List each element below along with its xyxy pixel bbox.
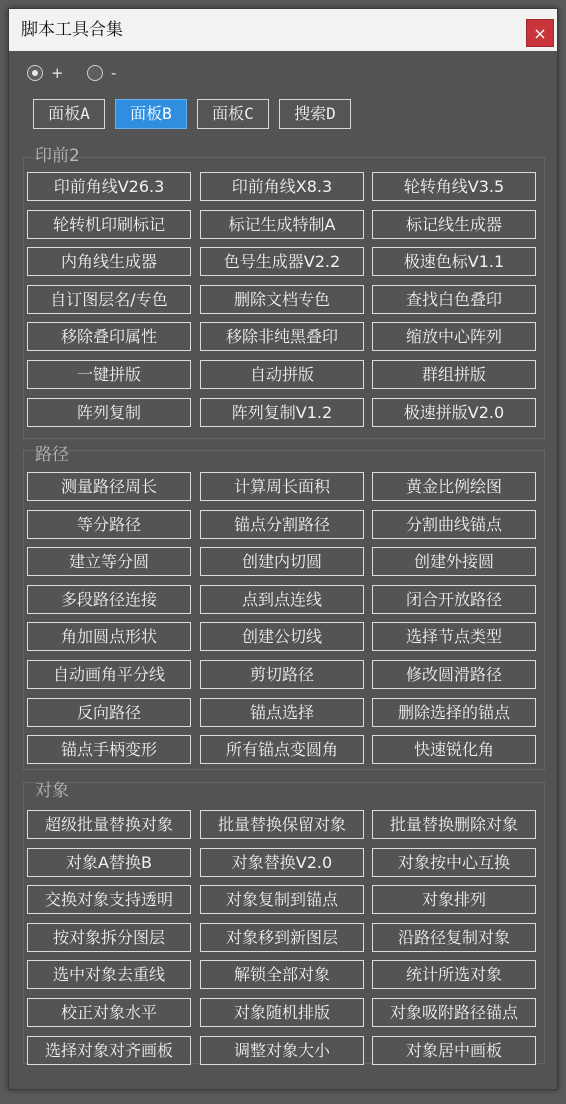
radio-minus-circle — [87, 65, 103, 81]
tab-search-d[interactable]: 搜索D — [279, 99, 351, 129]
radio-plus-circle — [27, 65, 43, 81]
tool-button[interactable]: 超级批量替换对象 — [27, 810, 191, 839]
tool-button[interactable]: 对象吸附路径锚点 — [372, 998, 536, 1027]
close-button[interactable]: × — [526, 19, 554, 47]
tool-button[interactable]: 阵列复制V1.2 — [200, 398, 364, 427]
tool-button[interactable]: 极速色标V1.1 — [372, 247, 536, 276]
tool-button[interactable]: 自订图层名/专色 — [27, 285, 191, 314]
tab-panel-b[interactable]: 面板B — [115, 99, 187, 129]
group-object-title: 对象 — [35, 781, 69, 801]
tool-button[interactable]: 内角线生成器 — [27, 247, 191, 276]
tool-button[interactable]: 等分路径 — [27, 510, 191, 539]
tool-button[interactable]: 反向路径 — [27, 698, 191, 727]
tool-button[interactable]: 自动拼版 — [200, 360, 364, 389]
tool-button[interactable]: 印前角线V26.3 — [27, 172, 191, 201]
tool-button[interactable]: 建立等分圆 — [27, 547, 191, 576]
tool-button[interactable]: 一键拼版 — [27, 360, 191, 389]
tool-button[interactable]: 对象替换V2.0 — [200, 848, 364, 877]
tool-button[interactable]: 批量替换保留对象 — [200, 810, 364, 839]
tool-button[interactable]: 选择对象对齐画板 — [27, 1036, 191, 1065]
tool-button[interactable]: 沿路径复制对象 — [372, 923, 536, 952]
tool-button[interactable]: 轮转角线V3.5 — [372, 172, 536, 201]
tool-button[interactable]: 移除非纯黑叠印 — [200, 322, 364, 351]
tool-button[interactable]: 对象居中画板 — [372, 1036, 536, 1065]
tool-button[interactable]: 移除叠印属性 — [27, 322, 191, 351]
tool-button[interactable]: 对象移到新图层 — [200, 923, 364, 952]
radio-minus[interactable] — [87, 63, 135, 83]
tool-button[interactable]: 对象排列 — [372, 885, 536, 914]
tool-button[interactable]: 角加圆点形状 — [27, 622, 191, 651]
window-title: 脚本工具合集 — [21, 20, 123, 40]
tool-button[interactable]: 批量替换删除对象 — [372, 810, 536, 839]
tool-button[interactable]: 群组拼版 — [372, 360, 536, 389]
tool-button[interactable]: 标记线生成器 — [372, 210, 536, 239]
radio-minus-label: - — [111, 64, 117, 82]
tool-button[interactable]: 所有锚点变圆角 — [200, 735, 364, 764]
script-tools-window — [8, 8, 558, 1090]
tool-button[interactable]: 剪切路径 — [200, 660, 364, 689]
tool-button[interactable]: 缩放中心阵列 — [372, 322, 536, 351]
tool-button[interactable]: 解锁全部对象 — [200, 960, 364, 989]
tool-button[interactable]: 选择节点类型 — [372, 622, 536, 651]
tool-button[interactable]: 快速锐化角 — [372, 735, 536, 764]
tool-button[interactable]: 印前角线X8.3 — [200, 172, 364, 201]
tool-button[interactable]: 对象随机排版 — [200, 998, 364, 1027]
tool-button[interactable]: 查找白色叠印 — [372, 285, 536, 314]
tool-button[interactable]: 黄金比例绘图 — [372, 472, 536, 501]
tool-button[interactable]: 点到点连线 — [200, 585, 364, 614]
tool-button[interactable]: 锚点分割路径 — [200, 510, 364, 539]
tool-button[interactable]: 闭合开放路径 — [372, 585, 536, 614]
tool-button[interactable]: 自动画角平分线 — [27, 660, 191, 689]
radio-plus-label: + — [51, 64, 64, 82]
tool-button[interactable]: 调整对象大小 — [200, 1036, 364, 1065]
tool-button[interactable]: 统计所选对象 — [372, 960, 536, 989]
tool-button[interactable]: 对象A替换B — [27, 848, 191, 877]
tool-button[interactable]: 按对象拆分图层 — [27, 923, 191, 952]
tool-button[interactable]: 计算周长面积 — [200, 472, 364, 501]
tool-button[interactable]: 选中对象去重线 — [27, 960, 191, 989]
tool-button[interactable]: 删除文档专色 — [200, 285, 364, 314]
radio-plus[interactable] — [27, 63, 75, 83]
tool-button[interactable]: 创建公切线 — [200, 622, 364, 651]
radio-selected-dot — [32, 70, 38, 76]
tool-button[interactable]: 创建内切圆 — [200, 547, 364, 576]
tool-button[interactable]: 交换对象支持透明 — [27, 885, 191, 914]
tool-button[interactable]: 对象按中心互换 — [372, 848, 536, 877]
tab-panel-a[interactable]: 面板A — [33, 99, 105, 129]
group-path-title: 路径 — [35, 445, 69, 465]
title-bar — [9, 9, 557, 51]
tab-panel-c[interactable]: 面板C — [197, 99, 269, 129]
tool-button[interactable]: 阵列复制 — [27, 398, 191, 427]
tool-button[interactable]: 锚点手柄变形 — [27, 735, 191, 764]
tool-button[interactable]: 轮转机印刷标记 — [27, 210, 191, 239]
tool-button[interactable]: 对象复制到锚点 — [200, 885, 364, 914]
tool-button[interactable]: 极速拼版V2.0 — [372, 398, 536, 427]
tool-button[interactable]: 删除选择的锚点 — [372, 698, 536, 727]
tool-button[interactable]: 锚点选择 — [200, 698, 364, 727]
tool-button[interactable]: 色号生成器V2.2 — [200, 247, 364, 276]
tool-button[interactable]: 创建外接圆 — [372, 547, 536, 576]
tool-button[interactable]: 修改圆滑路径 — [372, 660, 536, 689]
group-prepress-title: 印前2 — [35, 146, 80, 166]
tool-button[interactable]: 标记生成特制A — [200, 210, 364, 239]
tool-button[interactable]: 校正对象水平 — [27, 998, 191, 1027]
tool-button[interactable]: 测量路径周长 — [27, 472, 191, 501]
tool-button[interactable]: 多段路径连接 — [27, 585, 191, 614]
tool-button[interactable]: 分割曲线锚点 — [372, 510, 536, 539]
